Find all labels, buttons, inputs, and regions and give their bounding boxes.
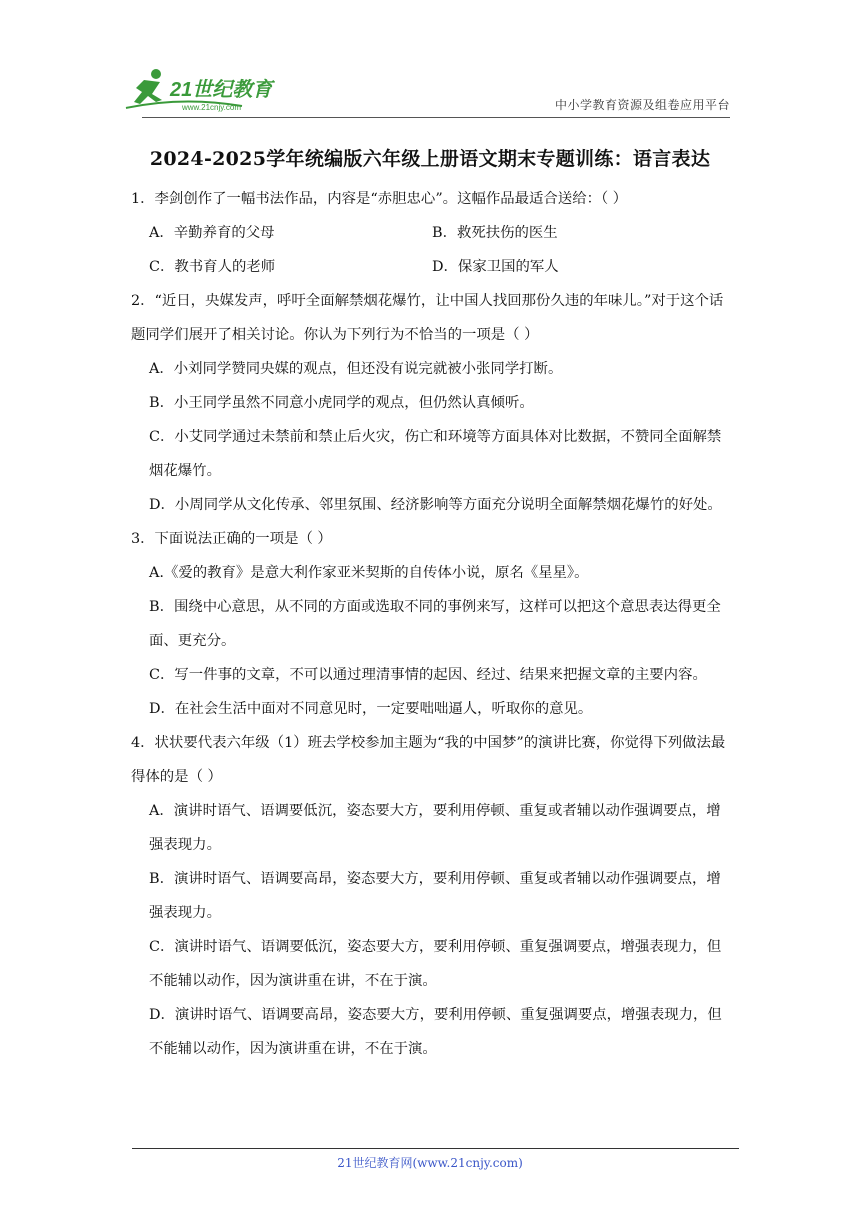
questions-container — [131, 182, 731, 1066]
question-2-stem: 2．“近日，央媒发声，呼吁全面解禁烟花爆竹，让中国人找回那份久违的年味儿。”对于这个话题同学们展开了相关讨论。你认为下列行为不恰当的一项是（ ） — [131, 293, 724, 343]
footer-source-link[interactable]: 21世纪教育网(www.21cnjy.com) — [337, 1156, 523, 1170]
page-header — [122, 66, 730, 118]
question-2-option-a: A．小刘同学赞同央媒的观点，但还没有说完就被小张同学打断。 — [149, 361, 563, 377]
question-1-option-d: D．保家卫国的军人 — [432, 259, 559, 275]
logo-21cnjy — [122, 66, 292, 114]
question-3-option-b: B．围绕中心意思，从不同的方面或选取不同的事例来写，这样可以把这个意思表达得更全面、更充分。 — [149, 599, 721, 649]
question-1-option-b: B．救死扶伤的医生 — [432, 225, 558, 241]
header-divider — [142, 117, 730, 118]
question-4-option-c: C．演讲时语气、语调要低沉，姿态要大方，要利用停顿、重复强调要点，增强表现力，但不能辅以动作，因为演讲重在讲，不在于演。 — [149, 939, 722, 989]
svg-text:www.21cnjy.com: www.21cnjy.com — [182, 103, 241, 112]
svg-text:21世纪教育: 21世纪教育 — [170, 79, 273, 101]
question-2-option-d: D．小周同学从文化传承、邻里氛围、经济影响等方面充分说明全面解禁烟花爆竹的好处。 — [149, 497, 722, 513]
footer-divider — [132, 1148, 739, 1149]
question-3-stem: 3．下面说法正确的一项是（ ） — [131, 531, 332, 547]
question-2-option-c: C．小艾同学通过未禁前和禁止后火灾，伤亡和环境等方面具体对比数据，不赞同全面解禁烟花爆竹。 — [149, 429, 722, 479]
question-4-option-d: D．演讲时语气、语调要高昂，姿态要大方，要利用停顿、重复强调要点，增强表现力，但不能辅以动作，因为演讲重在讲，不在于演。 — [149, 1007, 722, 1057]
question-4-option-a: A．演讲时语气、语调要低沉，姿态要大方，要利用停顿、重复或者辅以动作强调要点，增强表现力。 — [149, 803, 721, 853]
question-3-option-a: A.《爱的教育》是意大利作家亚米契斯的自传体小说，原名《星星》。 — [149, 565, 589, 581]
question-4-stem: 4．状状要代表六年级（1）班去学校参加主题为“我的中国梦”的演讲比赛，你觉得下列做法最得体的是（ ） — [131, 735, 726, 785]
question-3-option-d: D．在社会生活中面对不同意见时，一定要咄咄逼人，听取你的意见。 — [149, 701, 593, 717]
header-platform-text: 中小学教育资源及组卷应用平台 — [554, 98, 730, 112]
question-2-option-b: B．小王同学虽然不同意小虎同学的观点，但仍然认真倾听。 — [149, 395, 534, 411]
question-1-option-c: C．教书育人的老师 — [149, 259, 276, 275]
question-3-option-c: C．写一件事的文章，不可以通过理清事情的起因、经过、结果来把握文章的主要内容。 — [149, 667, 707, 683]
question-1-option-a: A．辛勤养育的父母 — [149, 225, 275, 241]
question-4-option-b: B．演讲时语气、语调要高昂，姿态要大方，要利用停顿、重复或者辅以动作强调要点，增强表现力。 — [149, 871, 721, 921]
question-1-stem: 1．李剑创作了一幅书法作品，内容是“赤胆忠心”。这幅作品最适合送给：（ ） — [131, 191, 628, 207]
question-1-options — [131, 216, 731, 284]
document-title: 2024-2025学年统编版六年级上册语文期末专题训练：语言表达 — [149, 148, 711, 170]
